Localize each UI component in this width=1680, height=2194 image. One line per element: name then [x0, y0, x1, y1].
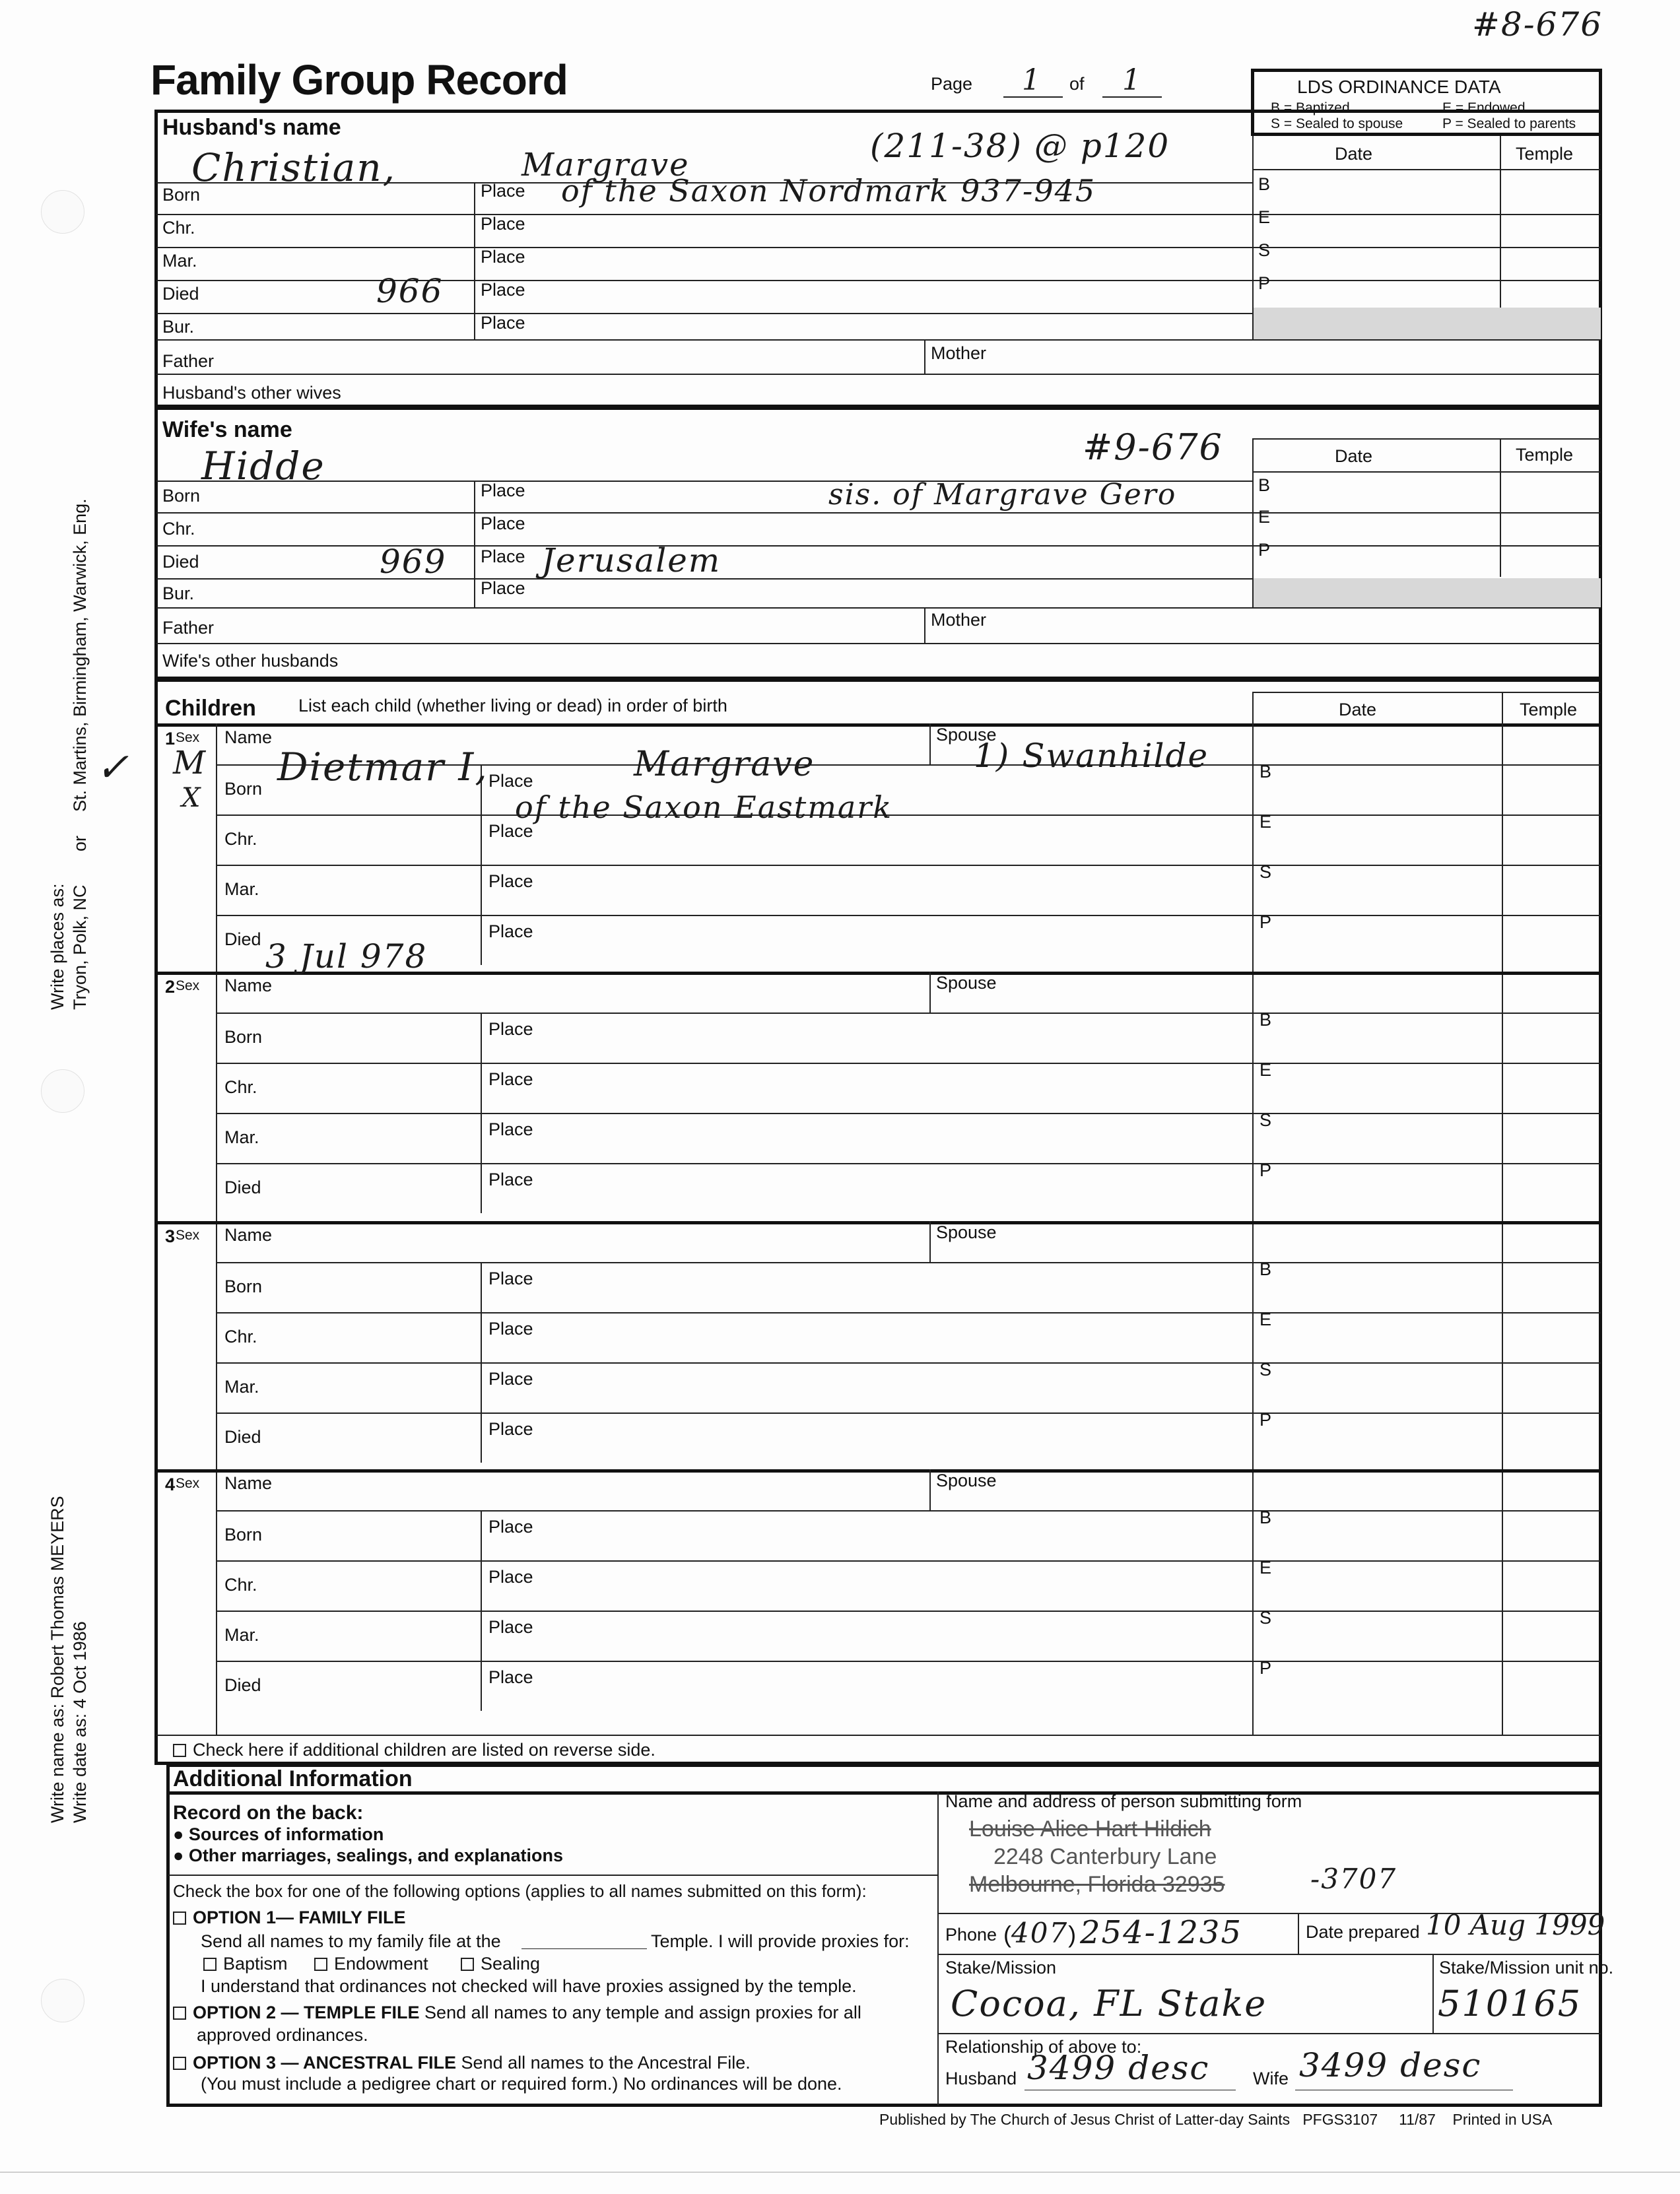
wife-col-line [924, 607, 925, 643]
children-sex-col [216, 723, 217, 1735]
child-place-divider [481, 1510, 482, 1560]
husband-born-label: Born [162, 185, 201, 205]
wife-col-line [474, 481, 475, 607]
child-block-top [156, 1469, 1601, 1473]
husband-mar-place-label: Place [481, 247, 525, 267]
punch-hole-middle [41, 1069, 84, 1113]
option1-endowment[interactable] [314, 1954, 428, 1974]
child-born-place-label: Place [488, 771, 533, 791]
child-number: 2 [165, 977, 176, 997]
baptism-box[interactable] [203, 1958, 217, 1971]
husband-born-place-label: Place [481, 181, 525, 201]
husband-given-name: Christian, [191, 145, 396, 190]
wife-lds-e: E [1258, 507, 1271, 527]
children-heading: Children [165, 696, 256, 721]
child1-mark: X [182, 783, 202, 813]
child-row-line [216, 865, 1252, 866]
child-lds-row-line [1252, 814, 1601, 816]
child-mar-label: Mar. [224, 1377, 259, 1397]
child-spouse-label: Spouse [936, 725, 997, 745]
option1-baptism[interactable] [203, 1954, 288, 1974]
option3-title: OPTION 3 — ANCESTRAL FILE [193, 2053, 457, 2073]
lds-legend-s: S = Sealed to spouse [1271, 116, 1403, 131]
child-spouse-divider [929, 723, 931, 764]
phone-area: (407) [1003, 1917, 1077, 1949]
relationship-top [937, 2033, 1601, 2034]
margin-places-line1: Write places as: [48, 883, 67, 1010]
footer-printed: Printed in USA [1452, 2111, 1553, 2128]
child-died-label: Died [224, 1427, 261, 1447]
child-spouse-divider [929, 1469, 931, 1510]
record-back-bullet2-text: Other marriages, sealings, and explanations [188, 1845, 564, 1865]
child-sex-label: Sex [176, 730, 200, 745]
child-chr-place-label: Place [488, 821, 533, 841]
child-lds-born: B [1260, 762, 1272, 781]
wife-row-line [156, 643, 1601, 644]
child-born-place-label: Place [488, 1269, 533, 1288]
wife-bur-place-label: Place [481, 578, 525, 598]
wife-other-husbands-label: Wife's other husbands [162, 651, 339, 671]
page-label: Page [931, 74, 973, 94]
option1-temple-line [521, 1948, 647, 1949]
child-place-divider [481, 1113, 482, 1163]
child1-title: Margrave [634, 745, 815, 784]
husband-lds-s: S [1258, 240, 1271, 260]
additional-header-line [168, 1791, 1601, 1795]
child-mar-place-label: Place [488, 1119, 533, 1139]
child-chr-label: Chr. [224, 1575, 257, 1595]
child-name-label: Name [224, 976, 273, 995]
child-died-place-label: Place [488, 921, 533, 941]
punch-hole-top [41, 190, 84, 234]
child-born-place-label: Place [488, 1517, 533, 1537]
child-mar-place-label: Place [488, 1369, 533, 1389]
child-place-divider [481, 1611, 482, 1661]
husband-lds-p: P [1258, 273, 1271, 293]
wife-died-date: 969 [380, 543, 447, 581]
child-died-place-label: Place [488, 1667, 533, 1687]
of-label: of [1069, 74, 1085, 94]
child-spouse-label: Spouse [936, 973, 997, 993]
child-mar-place-label: Place [488, 871, 533, 891]
child-born-label: Born [224, 779, 263, 799]
child-place-divider [481, 1013, 482, 1063]
child-lds-row-line [1252, 1013, 1601, 1014]
form-title: Family Group Record [151, 56, 568, 104]
submitter-zip-ext: -3707 [1310, 1863, 1397, 1895]
wife-row-line [156, 607, 1601, 609]
wife-lds-temple-label: Temple [1516, 445, 1574, 465]
child-lds-row-line [1252, 1262, 1601, 1263]
wife-lds-line [1252, 438, 1601, 440]
wife-lds-b: B [1258, 475, 1271, 495]
lds-legend-b: B = Baptized [1271, 100, 1350, 116]
husband-col-line [474, 182, 475, 339]
margin-places-line3: St. Martins, Birmingham, Warwick, Eng. [70, 498, 90, 812]
husband-died-place-label: Place [481, 280, 525, 300]
child-number: 1 [165, 729, 176, 748]
footer-published: Published by The Church of Jesus Christ of Latter-day Saints [879, 2111, 1291, 2128]
child-lds-born: B [1260, 1010, 1272, 1030]
children-lds-top [1252, 692, 1601, 693]
child-lds-chr: E [1260, 812, 1272, 832]
husband-bur-label: Bur. [162, 317, 195, 337]
option2-text-a: Send all names to any temple and assign proxies for all [424, 2003, 861, 2022]
child-sex-label: Sex [176, 1228, 200, 1243]
child1-spouse: 1) Swanhilde [974, 737, 1209, 775]
husband-row-line [156, 339, 1601, 341]
child-born-label: Born [224, 1277, 263, 1296]
children-instruction: List each child (whether living or dead) in order of birth [298, 696, 727, 715]
stake-label: Stake/Mission [945, 1958, 1057, 1978]
child-place-divider [481, 1262, 482, 1312]
option1-note: I understand that ordinances not checked will have proxies assigned by the temple. [201, 1976, 857, 1996]
wife-chr-place-label: Place [481, 514, 525, 533]
child-chr-place-label: Place [488, 1069, 533, 1089]
wife-died-label: Died [162, 552, 199, 572]
child-row-line [216, 1262, 1252, 1263]
child-lds-chr: E [1260, 1558, 1272, 1578]
children-lds-temple-label: Temple [1520, 700, 1578, 719]
lds-legend-p: P = Sealed to parents [1442, 116, 1576, 131]
child-lds-died: P [1260, 1160, 1272, 1180]
child-place-divider [481, 1661, 482, 1711]
husband-row-line [156, 374, 1601, 375]
phone-label: Phone [945, 1925, 997, 1945]
child-chr-label: Chr. [224, 1077, 257, 1097]
husband-lds-line [1252, 169, 1601, 170]
child-lds-row-line [1252, 1560, 1601, 1562]
child-died-label: Died [224, 1675, 261, 1695]
husband-other-wives-label: Husband's other wives [162, 383, 341, 403]
child-spouse-label: Spouse [936, 1222, 997, 1242]
page-value: 1 [1022, 63, 1042, 97]
child-row-line [216, 1413, 1252, 1414]
child-spouse-divider [929, 972, 931, 1013]
option3-text-a: Send all names to the Ancestral File. [461, 2053, 751, 2073]
child-number: 4 [165, 1475, 176, 1494]
child-name-label: Name [224, 1225, 273, 1245]
wife-died-place-label: Place [481, 547, 525, 566]
stake-value: Cocoa, FL Stake [951, 1983, 1267, 2024]
child-block-top [156, 1221, 1601, 1224]
option3[interactable] [173, 2053, 751, 2073]
husband-chr-label: Chr. [162, 218, 195, 238]
wife-lds-line [1252, 471, 1601, 473]
husband-father-label: Father [162, 351, 215, 371]
husband-reference: (211-38) @ p120 [870, 127, 1170, 165]
endowment-box[interactable] [314, 1958, 327, 1971]
child-row-line [216, 1560, 1252, 1562]
submitter-line2: 2248 Canterbury Lane [993, 1844, 1217, 1869]
child-mar-label: Mar. [224, 879, 259, 899]
child-mar-place-label: Place [488, 1617, 533, 1637]
wife-born-place-label: Place [481, 481, 525, 500]
child-place-divider [481, 1560, 482, 1611]
wife-lds-col [1500, 438, 1501, 577]
wife-born-place: sis. of Margrave Gero [828, 478, 1177, 512]
child-lds-row-line [1252, 1661, 1601, 1662]
rel-wife-label: Wife [1253, 2069, 1289, 2088]
child-born-place-label: Place [488, 1019, 533, 1039]
child-place-divider [481, 1063, 482, 1113]
additional-heading: Additional Information [173, 1766, 413, 1791]
lds-title: LDS ORDINANCE DATA [1297, 77, 1501, 97]
child-row-line [216, 1013, 1252, 1014]
child-place-divider [481, 814, 482, 865]
child-row-line [216, 1312, 1252, 1313]
child-row-line [216, 1063, 1252, 1064]
child-place-divider [481, 865, 482, 915]
child-spouse-label: Spouse [936, 1471, 997, 1490]
child-born-label: Born [224, 1027, 263, 1047]
child-row-line [216, 1163, 1252, 1164]
husband-heading: Husband's name [162, 115, 341, 140]
margin-places-line2: Tryon, Polk, NC [70, 884, 90, 1010]
page-value-line [1003, 96, 1063, 98]
option1[interactable] [173, 1908, 406, 1928]
sealing-label: Sealing [481, 1954, 541, 1974]
child-name-label: Name [224, 1473, 273, 1493]
child-lds-row-line [1252, 1510, 1601, 1512]
record-back-heading: Record on the back: [173, 1802, 364, 1824]
child-place-divider [481, 1362, 482, 1413]
record-back-bullet1-text: Sources of information [188, 1824, 384, 1844]
husband-row-line [156, 280, 1601, 281]
child-lds-died: P [1260, 1658, 1272, 1678]
child-lds-born: B [1260, 1508, 1272, 1527]
husband-surname-title: Margrave [521, 147, 690, 183]
record-back-bullet1: ● Sources of information [173, 1824, 384, 1844]
child-chr-place-label: Place [488, 1567, 533, 1587]
date-prepared-label: Date prepared [1306, 1922, 1420, 1942]
wife-chr-label: Chr. [162, 519, 195, 539]
child1-died-date: 3 Jul 978 [265, 937, 428, 976]
wife-bur-label: Bur. [162, 583, 195, 603]
husband-lds-e: E [1258, 207, 1271, 227]
child1-sex: M [173, 745, 207, 781]
unit-value: 510165 [1438, 1983, 1582, 2024]
option1-box[interactable] [173, 1911, 186, 1925]
child-lds-row-line [1252, 1362, 1601, 1364]
husband-chr-place-label: Place [481, 214, 525, 234]
submitter-line3: Melbourne, Florida 32935 [969, 1872, 1225, 1897]
check-reverse[interactable] [173, 1740, 655, 1760]
child-lds-mar: S [1260, 1608, 1272, 1628]
child-lds-chr: E [1260, 1310, 1272, 1329]
margin-places-or: or [70, 835, 90, 851]
child-row-line [216, 1611, 1252, 1612]
husband-lds-temple-label: Temple [1516, 144, 1574, 164]
husband-lds-col [1500, 136, 1501, 308]
child-spouse-divider [929, 1221, 931, 1262]
child-name-label: Name [224, 727, 273, 747]
children-header-line [156, 723, 1601, 727]
child-place-divider [481, 1312, 482, 1362]
child-number: 3 [165, 1226, 176, 1246]
wife-lds-shaded [1254, 578, 1601, 607]
husband-lds-b: B [1258, 174, 1271, 194]
husband-row-line [156, 247, 1601, 248]
stake-unit-divider [1432, 1954, 1434, 2033]
wife-reference: #9-676 [1083, 426, 1223, 468]
check-options-text: Check the box for one of the following options (applies to all names submitted on this form): [173, 1881, 867, 1901]
footer-date-code: 11/87 [1399, 2111, 1436, 2128]
child-died-label: Died [224, 929, 261, 949]
husband-mother-label: Mother [931, 343, 987, 363]
phone-number: 254-1235 [1080, 1914, 1242, 1951]
child-died-label: Died [224, 1178, 261, 1197]
child-row-line [216, 915, 1252, 916]
child-mar-label: Mar. [224, 1625, 259, 1645]
child-lds-row-line [1252, 1611, 1601, 1612]
child-lds-row-line [1252, 865, 1601, 866]
rel-husband-label: Husband [945, 2069, 1017, 2088]
option1-sealing[interactable] [461, 1954, 540, 1974]
baptism-label: Baptism [223, 1954, 288, 1974]
wife-name: Hidde [201, 444, 325, 488]
submitter-line1: Louise Alice Hart Hildich [969, 1816, 1211, 1842]
child-sex-label: Sex [176, 978, 200, 993]
husband-born-place: of the Saxon Nordmark 937-945 [561, 173, 1096, 209]
child-sex-label: Sex [176, 1476, 200, 1491]
ref-number: #8-676 [1472, 5, 1603, 44]
child-place-divider [481, 1413, 482, 1463]
wife-row-line [156, 512, 1601, 514]
wife-born-label: Born [162, 486, 201, 506]
child-lds-mar: S [1260, 862, 1272, 882]
child1-born-place: of the Saxon Eastmark [515, 789, 893, 825]
date-prepared: 10 Aug 1999 [1426, 1909, 1605, 1941]
option2-box[interactable] [173, 2007, 186, 2020]
endowment-label: Endowment [334, 1954, 428, 1974]
scan-edge [0, 2172, 1680, 2173]
children-footer-line [156, 1735, 1601, 1736]
child-lds-row-line [1252, 764, 1601, 766]
margin-name-line2: Write date as: 4 Oct 1986 [70, 1621, 90, 1823]
additional-divider [937, 1791, 939, 2106]
child-chr-label: Chr. [224, 1327, 257, 1346]
wife-heading: Wife's name [162, 417, 292, 442]
option1-title: OPTION 1— FAMILY FILE [193, 1908, 406, 1927]
child-row-line [216, 1661, 1252, 1662]
child-lds-row-line [1252, 1063, 1601, 1064]
children-lds-col [1502, 692, 1503, 1735]
child-chr-place-label: Place [488, 1319, 533, 1339]
phone-date-divider [1298, 1913, 1299, 1954]
submitter-label: Name and address of person submitting form [945, 1791, 1302, 1811]
husband-died-date: 966 [376, 272, 444, 310]
option2[interactable] [173, 2003, 861, 2023]
sealing-box[interactable] [461, 1958, 474, 1971]
check-reverse-text: Check here if additional children are listed on reverse side. [193, 1740, 655, 1760]
option3-text-b: (You must include a pedigree chart or required form.) No ordinances will be done. [201, 2074, 842, 2094]
child1-name: Dietmar I, [277, 745, 488, 789]
child-lds-row-line [1252, 1413, 1601, 1414]
record-back-bullet2: ● Other marriages, sealings, and explanations [173, 1845, 564, 1865]
additional-record-line [168, 1875, 937, 1876]
footer-form-no: PFGS3107 [1302, 2111, 1378, 2128]
child-born-label: Born [224, 1525, 263, 1545]
husband-lds-shaded [1254, 308, 1601, 339]
child-lds-row-line [1252, 1312, 1601, 1313]
wife-section [154, 407, 1602, 680]
wife-row-line [156, 545, 1601, 547]
child-row-line [216, 1113, 1252, 1114]
child-row-line [216, 1362, 1252, 1364]
husband-col-line [924, 339, 925, 374]
relationship-label: Relationship of above to: [945, 2037, 1142, 2057]
option3-box[interactable] [173, 2057, 186, 2070]
child-lds-died: P [1260, 1410, 1272, 1430]
children-lds-divider [1252, 692, 1254, 1735]
child-place-divider [481, 1163, 482, 1213]
margin-checkmark: ✓ [96, 745, 131, 791]
child-place-divider [481, 915, 482, 965]
husband-mar-label: Mar. [162, 251, 197, 271]
option1-text-a: Send all names to my family file at the [201, 1931, 501, 1951]
wife-died-place: Jerusalem [541, 541, 722, 580]
wife-father-label: Father [162, 618, 215, 638]
child-row-line [216, 1510, 1252, 1512]
punch-hole-bottom [41, 1979, 84, 2022]
wife-mother-label: Mother [931, 610, 987, 630]
rel-husband-value: 3499 desc [1027, 2049, 1210, 2087]
footer [879, 2111, 1552, 2129]
child-died-place-label: Place [488, 1170, 533, 1189]
lds-legend-e: E = Endowed [1442, 100, 1526, 116]
wife-lds-date-label: Date [1335, 446, 1373, 466]
check-reverse-box[interactable] [173, 1744, 186, 1757]
child-mar-label: Mar. [224, 1127, 259, 1147]
child-lds-row-line [1252, 1113, 1601, 1114]
of-value-line [1102, 96, 1162, 98]
husband-row-line [156, 214, 1601, 215]
child-lds-chr: E [1260, 1060, 1272, 1080]
option1-text-b: Temple. I will provide proxies for: [651, 1931, 910, 1951]
husband-died-label: Died [162, 284, 199, 304]
children-lds-date-label: Date [1339, 700, 1377, 719]
option2-text-b: approved ordinances. [197, 2025, 368, 2045]
child-lds-row-line [1252, 915, 1601, 916]
child-lds-row-line [1252, 1163, 1601, 1164]
phone-area-value: 407 [1011, 1917, 1069, 1949]
phone-row-bottom [937, 1954, 1601, 1955]
child-lds-mar: S [1260, 1360, 1272, 1380]
of-value: 1 [1122, 63, 1142, 97]
child-lds-died: P [1260, 912, 1272, 932]
child-died-place-label: Place [488, 1419, 533, 1439]
margin-name-line1: Write name as: Robert Thomas MEYERS [48, 1496, 67, 1823]
husband-bur-place-label: Place [481, 313, 525, 333]
option2-title: OPTION 2 — TEMPLE FILE [193, 2003, 420, 2022]
child-chr-label: Chr. [224, 829, 257, 849]
wife-lds-p: P [1258, 540, 1271, 560]
child-lds-born: B [1260, 1259, 1272, 1279]
husband-lds-date-label: Date [1335, 144, 1373, 164]
rel-wife-value: 3499 desc [1299, 2046, 1482, 2084]
unit-label: Stake/Mission unit no. [1439, 1958, 1614, 1978]
child-lds-mar: S [1260, 1110, 1272, 1130]
